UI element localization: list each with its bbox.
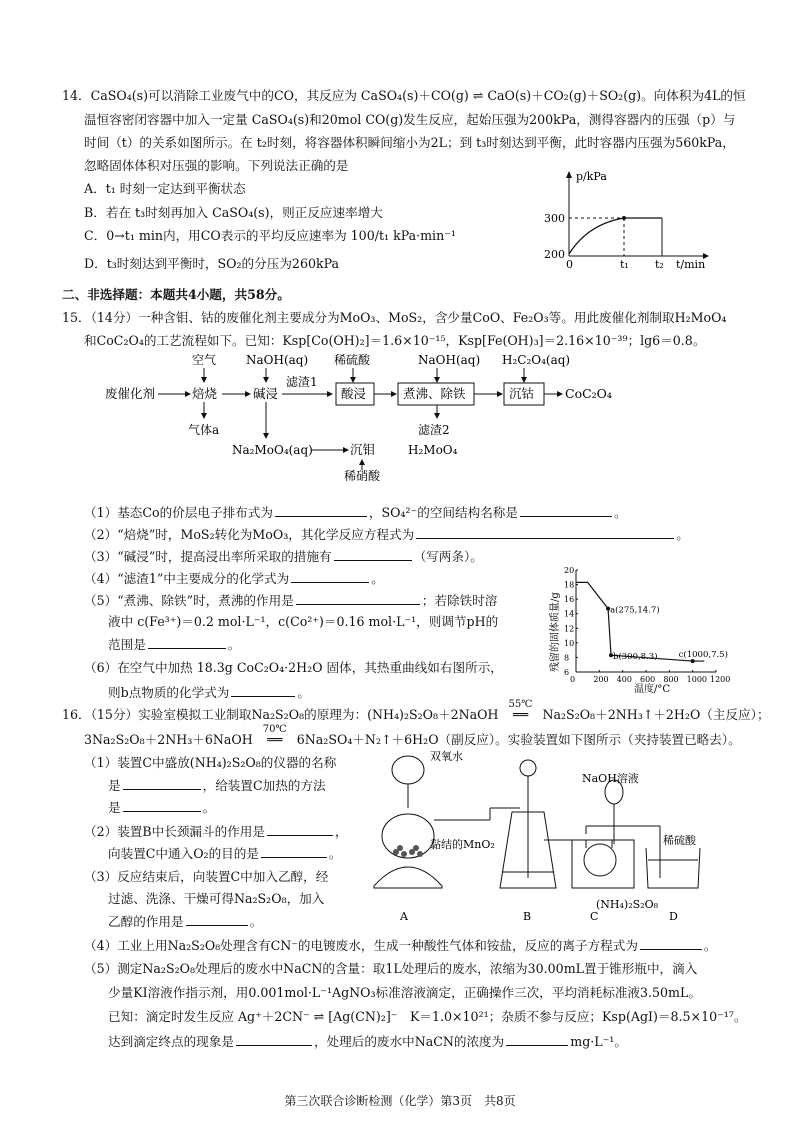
q15-item-5-text-b: ；若除铁时溶 (421, 593, 498, 608)
middle-bulb (382, 814, 434, 858)
x-tick-t2: t₂ (655, 258, 664, 271)
page-footer: 第三次联合诊断检测（化学）第3页 共8页 (284, 1094, 516, 1108)
q14-line-3: 时间（t）的关系如图所示。在 t₂时刻，将容器体积瞬间缩小为2L；到 t₃时刻达到平衡，此时容器内压强为560kPa， (84, 135, 735, 150)
mno2-lumps (393, 845, 423, 857)
mno2-lump (417, 851, 423, 857)
answer-blank[interactable] (236, 1033, 312, 1046)
q14-line-4: 忽略固体体积对压强的影响。下列说法正确的是 (84, 158, 349, 173)
label-d: D (669, 910, 678, 923)
flow-residue1: 滤渣1 (286, 375, 318, 389)
q16-line-2-text: 3Na₂S₂O₈＋2NH₃＋6NaOH (84, 732, 253, 747)
q16-item-3: （3）反应结束后，向装置C中加入乙醇，经 (84, 869, 329, 884)
t1-point (622, 216, 626, 220)
q15-tg-chart (548, 562, 731, 695)
q15-item-2-text: （2）“焙烧”时，MoS₂转化为MoO₃，其化学反应方程式为 (84, 527, 415, 542)
q14-option-b: B．若在 t₃时刻再加入 CaSO₄(s)，则正反应速率增大 (84, 205, 383, 220)
x-tick-t1: t₁ (620, 258, 629, 271)
tg-y-tick-label: 6 (564, 668, 570, 677)
flow-hno3: 稀硝酸 (344, 469, 381, 483)
q16-line-2-text-b: 6Na₂SO₄＋N₂↑＋6H₂O（副反应）。实验装置如下图所示（夹持装置已略去）。 (296, 732, 741, 747)
q14-option-d: D．t₃时刻达到平衡时，SO₂的分压为260kPa (84, 256, 340, 271)
apparatus-a (374, 756, 520, 888)
y-tick-300: 300 (544, 212, 565, 225)
q15-item-6-line-2-text: 则b点物质的化学式为 (108, 685, 230, 700)
tg-point-label: a(275,14.7) (610, 605, 660, 616)
flow-product2: H₂MoO₄ (408, 443, 458, 457)
q15-item-5-line-2: 液中 c(Fe³⁺)＝0.2 mol·L⁻¹，c(Co²⁺)＝0.16 mol·L⁻¹，则调节pH的 (108, 614, 499, 629)
q16-item-1-line-3-text: 是 (108, 800, 121, 815)
q16-item-5-line-3: 已知：滴定时发生反应 Ag⁺＋2CN⁻ ⇌ [Ag(CN)₂]⁻ K＝1.0×10²¹；杂质不参与反应；Ksp(AgI)＝8.5×10⁻¹⁷。 (108, 1009, 747, 1024)
q15-item-3-text-b: （写两条）。 (413, 549, 483, 564)
q15-item-4: （4）“滤渣1”中主要成分的化学式为 。 (84, 571, 384, 586)
q16-item-5-line-4-text-b: ，处理后的废水中NaCN的浓度为 (313, 1034, 505, 1049)
section-2-title: 二、非选择题：本题共4小题，共58分。 (62, 287, 290, 302)
q16-item-1-line-2 (108, 777, 326, 794)
flow-naoh1: NaOH(aq) (246, 353, 309, 367)
label-c: C (590, 910, 599, 923)
x-tick-0: 0 (566, 258, 573, 271)
tg-y-tick-label: 14 (564, 609, 575, 619)
q16-item-5-line-4 (108, 1033, 627, 1050)
pressure-curve (569, 218, 624, 254)
q16-item-3-line-3-text: 乙醇的作用是 (108, 914, 184, 929)
tg-x-tick-label: 0 (570, 675, 576, 684)
flow-h2so4: 稀硫酸 (334, 353, 371, 367)
label-naoh: NaOH溶液 (582, 772, 639, 785)
tg-x-tick-label: 1200 (710, 675, 731, 684)
tg-y-tick-label: 20 (564, 566, 575, 575)
q15-item-5-line-3: 范围是 。 (108, 637, 241, 652)
q16-item-1-line-3: 是 。 (108, 800, 216, 815)
flow-mo: 沉钼 (350, 442, 376, 457)
q15-item-1-text: （1）基态Co的价层电子排布式为 (84, 505, 273, 520)
q15-item-3-text: （3）“碱浸”时，提高浸出率所采取的措施有 (84, 549, 332, 564)
answer-blank[interactable] (261, 845, 327, 858)
answer-blank[interactable] (520, 504, 612, 517)
answer-blank[interactable] (123, 777, 201, 790)
tg-xlabel: 温度/°C (634, 684, 671, 695)
apparatus-b (500, 760, 580, 888)
flow-cobalt: 沉钴 (509, 386, 535, 401)
apparatus-d (646, 848, 700, 888)
answer-blank[interactable] (231, 684, 295, 697)
q14-line-2: 温恒容密闭容器中加入一定量 CaSO₄(s)和20mol CO(g)发生反应，起始压强为200kPa，测得容器内的压强（p）与 (84, 112, 736, 127)
tg-x-tick-label: 200 (593, 675, 609, 684)
q16-item-2-text: （2）装置B中长颈漏斗的作用是 (84, 824, 265, 839)
tg-ylabel: 残留的固体质量/g (550, 592, 561, 672)
q16-item-5-line-4-text-c: mg·L⁻¹。 (570, 1034, 627, 1049)
base-flask (374, 867, 442, 888)
q15-intro-1: 15．（14分）一种含钼、钴的废催化剂主要成分为MoO₃、MoS₂，含少量CoO、Fe₂O₃等。用此废催化剂制取H₂MoO₄ (62, 310, 727, 325)
flow-air: 空气 (192, 353, 217, 367)
q14-option-c: C．0→t₁ min内，用CO表示的平均反应速率为 100/t₁ kPa·min⁻¹ (84, 228, 456, 243)
funnel-bulb (392, 756, 424, 784)
tg-y-tick-label: 18 (564, 580, 575, 590)
tg-marks (576, 582, 728, 663)
answer-blank[interactable] (416, 526, 674, 539)
y-tick-200: 200 (544, 248, 565, 261)
mno2-lump (413, 845, 419, 851)
beaker-d (646, 848, 700, 888)
q16-line-1 (62, 699, 770, 723)
q14-pressure-graph (528, 168, 728, 273)
label-acid: 稀硫酸 (663, 834, 696, 847)
q16-item-1-line-2-text: 是 (108, 778, 121, 793)
answer-blank[interactable] (186, 913, 248, 926)
q14-line-1: 14．CaSO₄(s)可以消除工业废气中的CO，其反应为 CaSO₄(s)＋CO(g) ⇌ CaO(s)＋CO₂(g)＋SO₂(g)。向体积为4L的恒 (62, 88, 746, 103)
flow-acid: 酸浸 (341, 386, 367, 401)
y-axis-arrow (566, 171, 572, 178)
tg-x-tick-label: 400 (616, 675, 632, 684)
tg-y-tick-label: 16 (564, 595, 575, 605)
tg-y-tick-label: 10 (564, 638, 575, 648)
q15-item-5-line-3-text: 范围是 (108, 637, 146, 652)
x-label: t/min (676, 258, 706, 271)
q16-item-5-line-4-text: 达到滴定终点的现象是 (108, 1034, 234, 1049)
q15-flow-chart (100, 352, 660, 482)
answer-blank[interactable] (640, 937, 702, 950)
q16-item-4-text: （4）工业上用Na₂S₂O₈处理含有CN⁻的电镀废水，生成一种酸性气体和铵盐，反应的离子方程式为 (84, 938, 638, 953)
tg-point-label: b(300,8.3) (613, 652, 658, 663)
q15-item-5 (84, 592, 497, 609)
tg-point-label: c(1000,7.5) (678, 650, 728, 661)
q16-apparatus (360, 748, 720, 926)
answer-blank[interactable] (296, 592, 420, 605)
q16-item-3-line-2: 过滤、洗涤、干燥可得Na₂S₂O₈，加入 (108, 891, 325, 906)
q16-item-4: （4）工业上用Na₂S₂O₈处理含有CN⁻的电镀废水，生成一种酸性气体和铵盐，反应的离子方程式为 。 (84, 938, 717, 953)
tg-x-tick-label: 600 (640, 675, 656, 684)
q16-line-2 (84, 724, 741, 748)
mno2-lump (401, 851, 407, 857)
q16-item-1-line-2-text-b: ，给装置C加热的方法 (202, 778, 326, 793)
q16-cond-1: 55℃ ══ (498, 707, 542, 723)
q16-cond-2: 70℃ ══ (253, 732, 297, 748)
flow-residue2: 滤渣2 (418, 423, 450, 437)
label-h2o2: 双氧水 (430, 750, 463, 763)
y-label: p/kPa (576, 170, 607, 183)
label-a: A (400, 910, 408, 923)
flow-roast: 焙烧 (192, 386, 218, 401)
flow-h2c2o4: H₂C₂O₄(aq) (502, 353, 571, 367)
q15-item-1-text-b: ，SO₄²⁻的空间结构名称是 (368, 505, 518, 520)
three-neck-flask (584, 844, 616, 876)
label-mno2: 黏结的MnO₂ (430, 838, 495, 851)
q15-item-6: （6）在空气中加热 18.3g CoC₂O₄·2H₂O 固体，其热重曲线如右图所示， (84, 660, 503, 675)
long-funnel-bulb (520, 760, 536, 776)
flow-naoh2: NaOH(aq) (418, 353, 481, 367)
tg-x-tick-label: 1000 (686, 675, 708, 684)
flow-product1: CoC₂O₄ (565, 386, 612, 401)
q15-item-6-line-2: 则b点物质的化学式为 。 (108, 685, 310, 700)
q15-item-1: （1）基态Co的价层电子排布式为 ，SO₄²⁻的空间结构名称是 。 (84, 505, 627, 520)
flow-alkali: 碱浸 (253, 386, 279, 401)
q16-item-2-line-2: 向装置C中通入O₂的目的是 。 (108, 846, 342, 861)
answer-blank[interactable] (148, 636, 226, 649)
tg-y-tick-label: 8 (564, 653, 570, 663)
q16-item-1: （1）装置C中盛放(NH₄)₂S₂O₈的仪器的名称 (84, 755, 337, 770)
q16-cond-1-text: 55℃ (508, 699, 533, 710)
answer-blank[interactable] (506, 1033, 568, 1046)
q15-intro-2: 和CoC₂O₄的工艺流程如下。已知：Ksp[Co(OH)₂]＝1.6×10⁻¹⁵，Ksp[Fe(OH)₃]＝2.16×10⁻³⁹；lg6＝0.8。 (84, 333, 706, 348)
q16-cond-2-text: 70℃ (262, 724, 287, 735)
q16-item-2: （2）装置B中长颈漏斗的作用是 ， (84, 824, 348, 839)
q16-item-5: （5）测定Na₂S₂O₈处理后的废水中NaCN的含量：取1L处理后的废水，浓缩为30.00mL置于锥形瓶中，滴入 (84, 961, 698, 976)
answer-blank[interactable] (275, 504, 367, 517)
answer-blank[interactable] (334, 548, 412, 561)
q16-line-1-text: 16．（15分）实验室模拟工业制取Na₂S₂O₈的原理为：(NH₄)₂S₂O₈＋2NaOH (62, 707, 499, 722)
q14-option-a: A．t₁ 时刻一定达到平衡状态 (84, 181, 246, 196)
answer-blank[interactable] (291, 570, 369, 583)
answer-blank[interactable] (123, 799, 201, 812)
q15-item-3 (84, 548, 483, 565)
q16-item-2-line-2-text: 向装置C中通入O₂的目的是 (108, 846, 259, 861)
q16-line-1-text-b: Na₂S₂O₈＋2NH₃↑＋2H₂O（主反应）； (542, 707, 770, 722)
flow-na2moo4: Na₂MoO₄(aq) (232, 443, 313, 457)
tg-x-tick-label: 800 (663, 675, 679, 684)
q16-item-5-line-2: 少量KI溶液作指示剂，用0.001mol·L⁻¹AgNO₃标准溶液滴定，正确操作三次，平均消耗标准液3.50mL。 (108, 985, 701, 1000)
flow-start: 废催化剂 (105, 386, 156, 401)
q15-item-2: （2）“焙烧”时，MoS₂转化为MoO₃，其化学反应方程式为 。 (84, 527, 689, 542)
label-b: B (523, 910, 532, 923)
label-salt: (NH₄)₂S₂O₈ (596, 898, 658, 911)
q15-item-4-text: （4）“滤渣1”中主要成分的化学式为 (84, 571, 290, 586)
answer-blank[interactable] (267, 823, 333, 836)
flow-boil: 煮沸、除铁 (403, 386, 466, 401)
q16-item-3-line-3: 乙醇的作用是 。 (108, 914, 263, 929)
flow-gas: 气体a (188, 423, 220, 437)
q15-item-5-text: （5）“煮沸、除铁”时，煮沸的作用是 (84, 593, 294, 608)
water-bath (572, 840, 634, 888)
mno2-lump (397, 845, 403, 851)
tg-y-tick-label: 12 (564, 624, 575, 634)
